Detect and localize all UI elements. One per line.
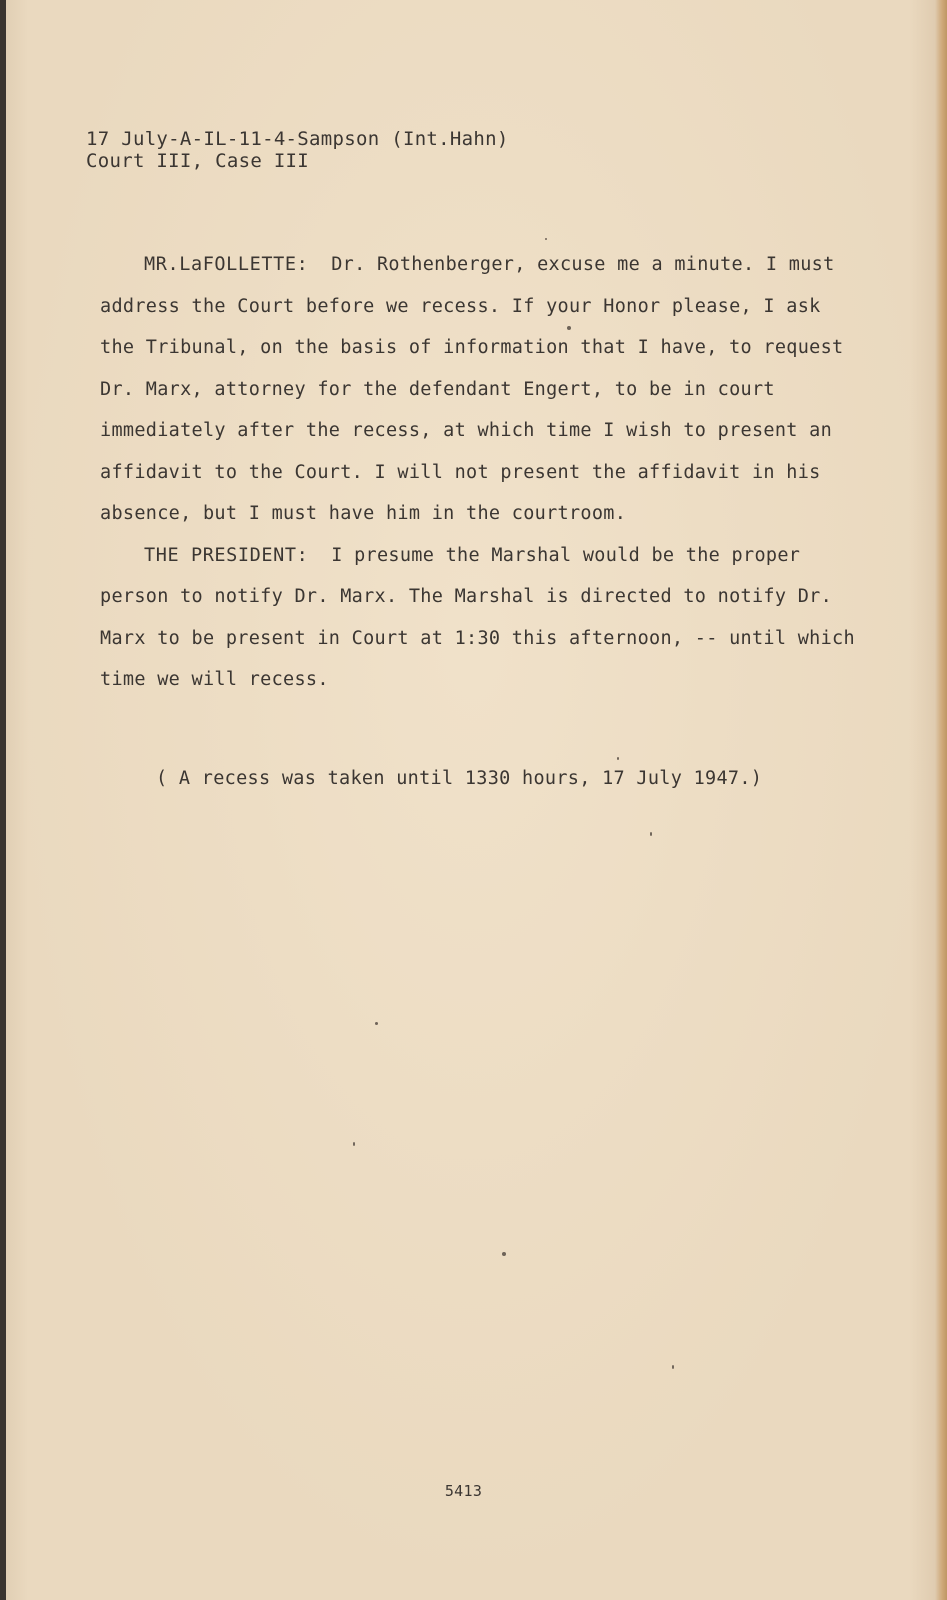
- transcript-body: [100, 244, 860, 701]
- paper-speck: [672, 1365, 674, 1369]
- paper-speck: [617, 757, 619, 760]
- paragraph-text: Dr. Rothenberger, excuse me a minute. I must address the Court before we recess. If your Honor please, I ask the Tribunal, on the basis of information that I have, to request Dr. Marx, attorney for the defendant Engert, to be in court immediately after the recess, at which time I wish to present an affidavit to the Court. I will not present the affidavit in his absence, but I must have him in the courtroom.: [100, 254, 844, 524]
- paper-speck: [375, 1022, 378, 1025]
- recess-note: ( A recess was taken until 1330 hours, 17 July 1947.): [156, 768, 763, 789]
- paper-speck: [567, 326, 571, 330]
- scan-right-border: [935, 0, 947, 1600]
- speaker-label: MR.LaFOLLETTE:: [144, 254, 309, 275]
- paper-speck: [353, 1142, 355, 1146]
- paper-speck: [650, 832, 652, 836]
- transcript-paragraph: [100, 244, 860, 535]
- transcript-paragraph: [100, 535, 860, 701]
- header-court-line: Court III, Case III: [86, 150, 310, 172]
- header-session-line: 17 July-A-IL-11-4-Sampson (Int.Hahn): [86, 128, 509, 150]
- speaker-label: THE PRESIDENT:: [144, 544, 309, 566]
- paper-speck: [502, 1252, 506, 1256]
- paper-speck: [545, 238, 547, 240]
- page-number: 5413: [444, 1482, 483, 1500]
- paragraph-text: I presume the Marshal would be the proper person to notify Dr. Marx. The Marshal is directed to notify Dr. Marx to be present in Court at 1:30 this afternoon, -- until which time we will recess.: [100, 544, 855, 690]
- document-header: [86, 128, 509, 172]
- scan-left-border: [0, 0, 6, 1600]
